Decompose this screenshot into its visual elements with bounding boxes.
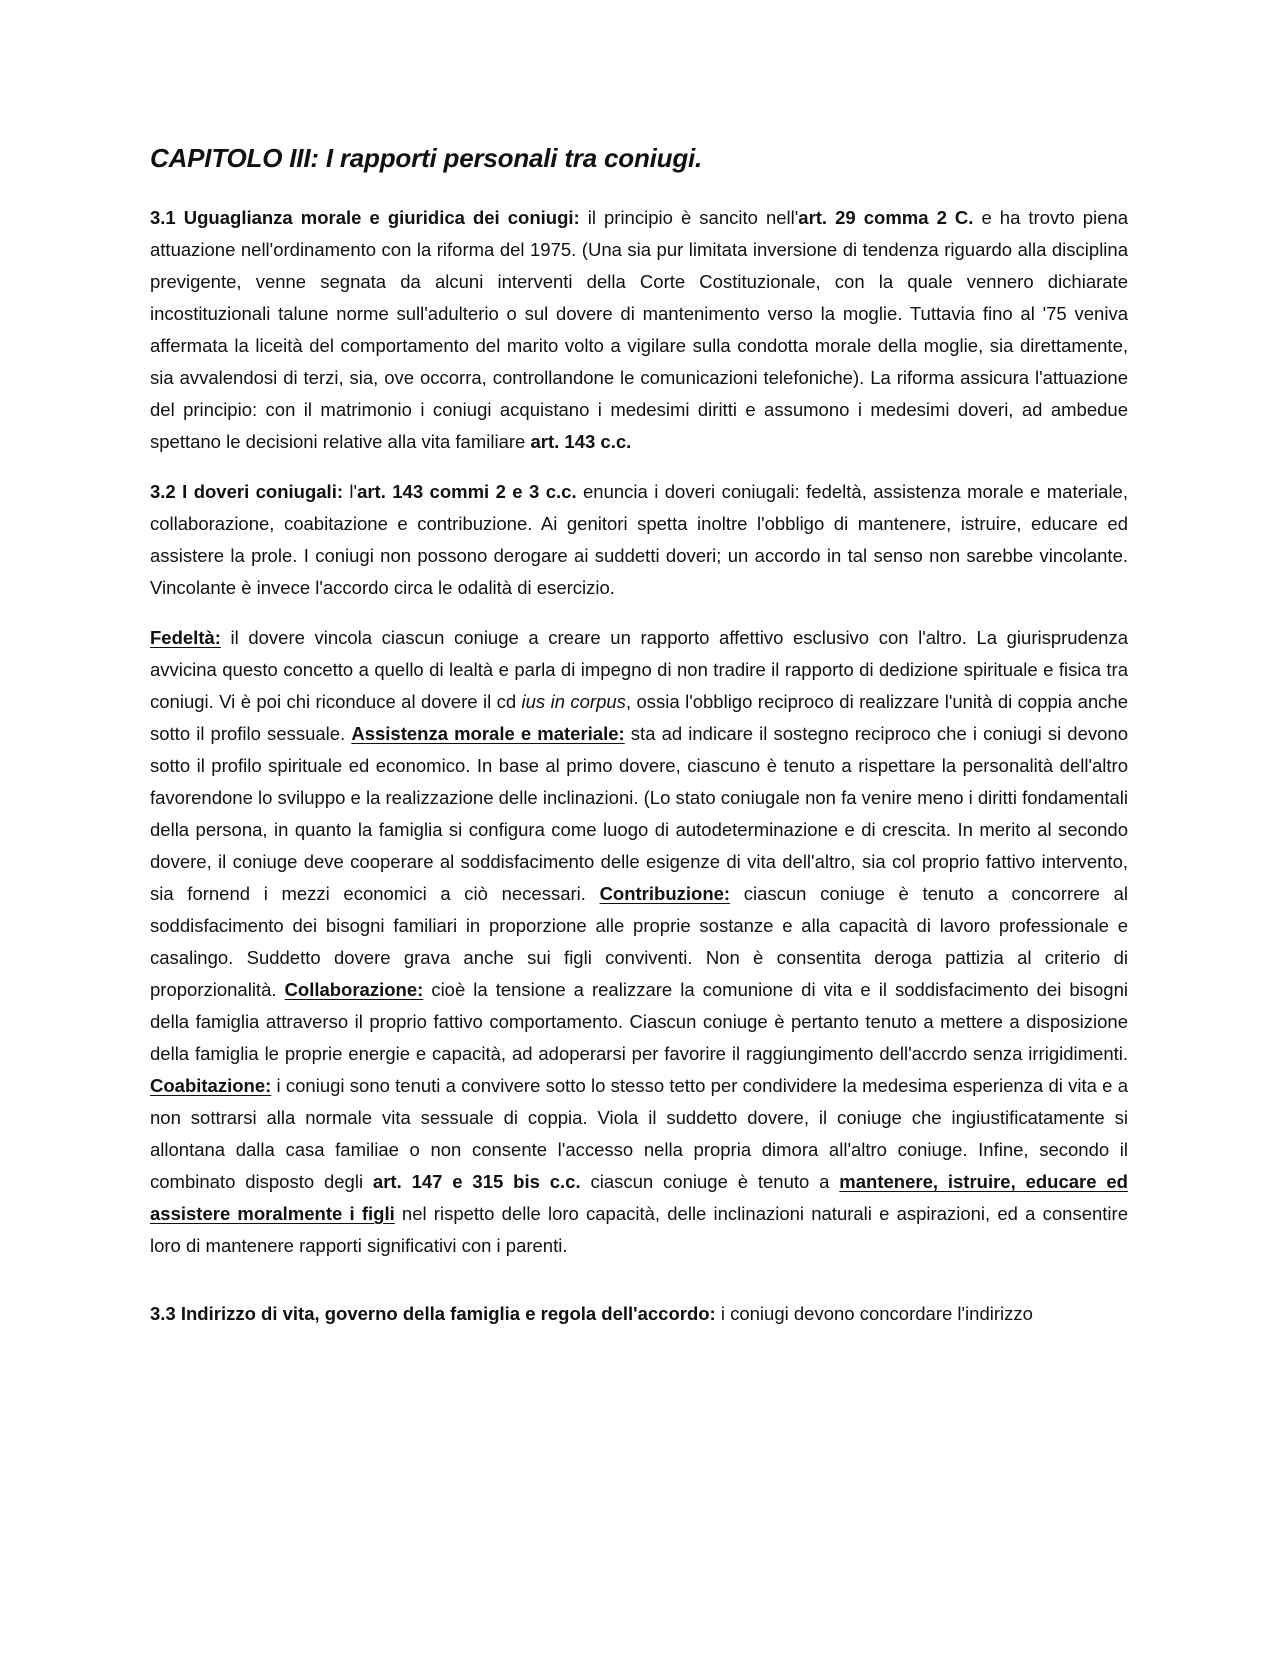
- text-run: ciascun coniuge è tenuto a: [580, 1171, 840, 1192]
- duty-heading-assistenza: Assistenza morale e materiale:: [351, 723, 625, 744]
- law-reference: art. 143 c.c.: [530, 431, 632, 452]
- law-reference: art. 147 e 315 bis c.c.: [372, 1171, 581, 1192]
- section-3-2-heading: 3.2 I doveri coniugali:: [150, 481, 343, 502]
- duty-heading-contribuzione: Contribuzione:: [599, 883, 731, 904]
- section-3-3-heading: 3.3 Indirizzo di vita, governo della famiglia e regola dell'accordo:: [150, 1303, 716, 1324]
- duties-paragraph: [150, 622, 1128, 1262]
- section-3-1-heading: 3.1 Uguaglianza morale e giuridica dei coniugi:: [150, 207, 580, 228]
- text-run: nel rispetto delle loro capacità, delle inclinazioni naturali e aspirazioni, ed a consentire loro di mantenere rapporti significativi con i parenti.: [150, 1203, 1128, 1256]
- duty-heading-fedelta: Fedeltà:: [150, 627, 221, 648]
- duty-heading-coabitazione: Coabitazione:: [150, 1075, 272, 1096]
- section-3-2-paragraph: [150, 476, 1128, 604]
- text-run: enuncia i doveri coniugali: fedeltà, assistenza morale e materiale, collaborazione, coabitazione e contribuzione. Ai genitori spetta inoltre l'obbligo di mantenere, istruire, educare ed assistere la prole. I coniugi non possono derogare ai suddetti doveri; un accordo in tal senso non sarebbe vincolante. Vincolante è invece l'accordo circa le odalità di esercizio.: [150, 481, 1128, 598]
- duty-heading-collaborazione: Collaborazione:: [284, 979, 424, 1000]
- text-run: il principio è sancito nell': [579, 207, 799, 228]
- section-3-3-paragraph: [150, 1298, 1128, 1330]
- text-run: il dovere vincola ciascun coniuge a creare un rapporto affettivo esclusivo con l'altro. La giurisprudenza avvicina questo concetto a quello di lealtà e parla di impegno di non tradire il rapporto di dedizione spirituale e fisica tra coniugi. Vi è poi chi riconduce al dovere il cd: [150, 627, 1128, 712]
- law-reference: art. 143 commi 2 e 3 c.c.: [357, 481, 577, 502]
- text-run: , ossia l'obbligo reciproco di realizzare l'unità di coppia anche sotto il profilo sessuale.: [150, 691, 1129, 744]
- law-reference: art. 29 comma 2 C.: [798, 207, 974, 228]
- text-run: cioè la tensione a realizzare la comunione di vita e il soddisfacimento dei bisogni della famiglia attraverso il proprio fattivo comportamento. Ciascun coniuge è pertanto tenuto a mettere a disposizione della famiglia le proprie energie e capacità, ad adoperarsi per favorire il raggiungimento dell'accrdo senza irrigidimenti.: [150, 979, 1128, 1064]
- text-run: i coniugi devono concordare l'indirizzo: [715, 1303, 1033, 1324]
- text-run: i coniugi sono tenuti a convivere sotto lo stesso tetto per condividere la medesima esperienza di vita e a non sottrarsi alla normale vita sessuale di coppia. Viola il suddetto dovere, il coniuge che ingiustificatamente si allontana dalla casa familiae o non consente l'accesso nella propria dimora all'altro coniuge. Infine, secondo il combinato disposto degli: [150, 1075, 1128, 1192]
- section-3-1-paragraph: [150, 202, 1128, 458]
- text-run: l': [343, 481, 358, 502]
- text-run: ciascun coniuge è tenuto a concorrere al soddisfacimento dei bisogni familiari in proporzione alle proprie sostanze e alla capacità di lavoro professionale e casalingo. Suddetto dovere grava anche sui figli conviventi. Non è consentita deroga pattizia al criterio di proporzionalità.: [150, 883, 1128, 1000]
- duty-heading-figli: mantenere, istruire, educare ed assistere moralmente i figli: [150, 1171, 1128, 1224]
- chapter-title: CAPITOLO III: I rapporti personali tra coniugi.: [150, 143, 703, 173]
- latin-term: ius in corpus: [521, 691, 626, 712]
- text-run: e ha trovto piena attuazione nell'ordinamento con la riforma del 1975. (Una sia pur limitata inversione di tendenza riguardo alla disciplina previgente, venne segnata da alcuni interventi della Corte Costituzionale, con la quale vennero dichiarate incostituzionali talune norme sull'adulterio o sul dovere di mantenimento verso la moglie. Tuttavia fino al '75 veniva affermata la liceità del comportamento del marito volto a vigilare sulla condotta morale della moglie, sia direttamente, sia avvalendosi di terzi, sia, ove occorra, controllandone le comunicazioni telefoniche). La riforma assicura l'attuazione del principio: con il matrimonio i coniugi acquistano i medesimi diritti e assumono i medesimi doveri, ad ambedue spettano le decisioni relative alla vita familiare: [150, 207, 1128, 452]
- document-page: [150, 140, 1128, 1348]
- text-run: sta ad indicare il sostegno reciproco che i coniugi si devono sotto il profilo spirituale ed economico. In base al primo dovere, ciascuno è tenuto a rispettare la personalità dell'altro favorendone lo sviluppo e la realizzazione delle inclinazioni. (Lo stato coniugale non fa venire meno i diritti fondamentali della persona, in quanto la famiglia si configura come luogo di autodeterminazione e di crescita. In merito al secondo dovere, il coniuge deve cooperare al soddisfacimento delle esigenze di vita dell'altro, sia col proprio fattivo intervento, sia fornend i mezzi economici a ciò necessari.: [150, 723, 1129, 904]
